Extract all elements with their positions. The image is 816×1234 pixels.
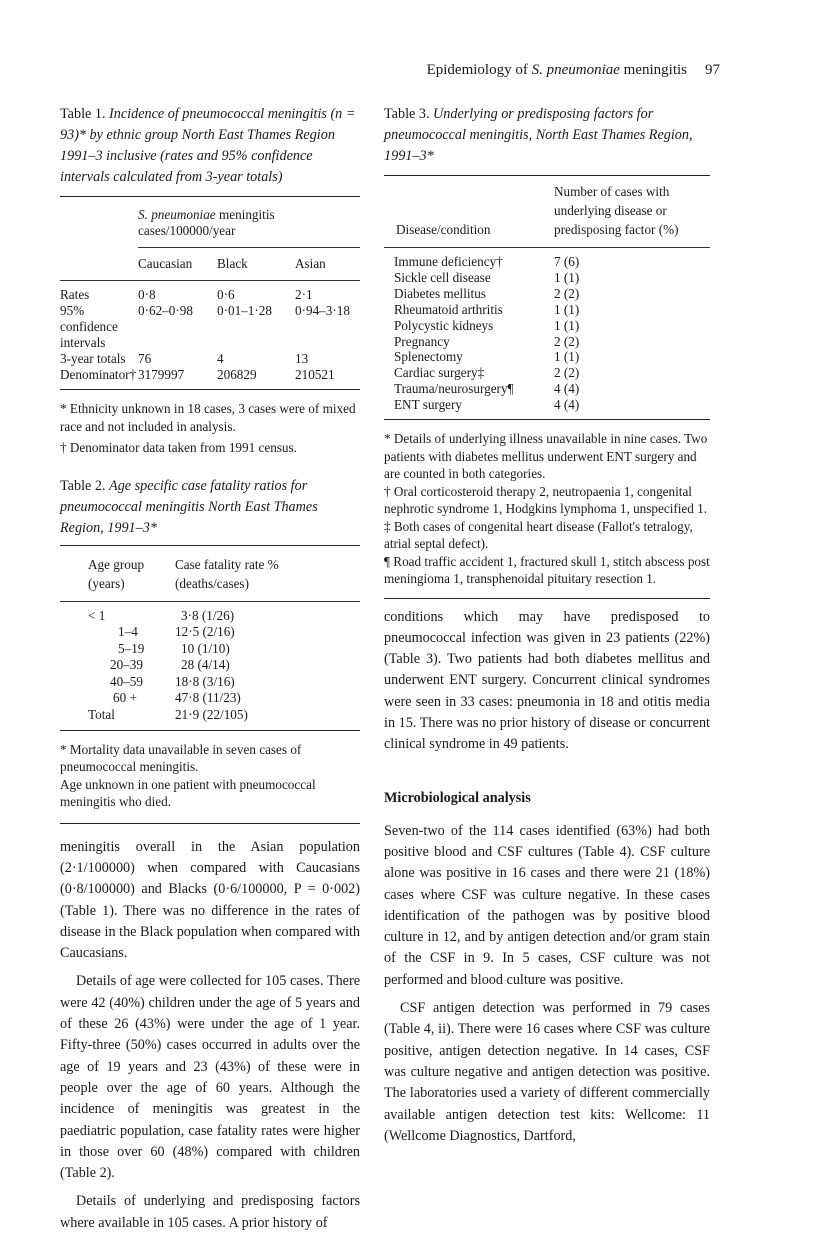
table-cell: Sickle cell disease [394, 269, 491, 285]
table-cell: 4 [217, 351, 224, 366]
table-cell: 28 (4/14) [181, 657, 230, 673]
table2-footnote: Age unknown in one patient with pneumococcal meningitis who died. [60, 776, 316, 810]
table1-footnote: * Ethnicity unknown in 18 cases, 3 cases were of mixed race and not included in analysis. [60, 401, 356, 434]
table-row [60, 367, 360, 383]
table1-header-row [60, 256, 360, 280]
table1-caption: Table 1. Incidence of pneumococcal meningitis (n = 93)* by ethnic group North East Thames Region 1991–3 inclusive (rates and 95% confidence intervals calculated from 3-year totals) [60, 106, 356, 185]
table-row [60, 624, 360, 641]
table-row [384, 365, 710, 381]
table-cell: Cardiac surgery‡ [394, 365, 485, 381]
table-cell: 60 + [113, 690, 137, 706]
table-row [60, 351, 360, 367]
body-paragraph: Seven-two of the 114 cases identified (63%) had both positive blood and CSF cultures (Table 4). CSF culture alone was positive in 16 cases and there were 21 (18%) cases where CSF was culture negative. In these cases identification of the pathogen was by positive blood culture in 12, and by antigen detection and/or gram stain of the CSF in 9. In 5 cases, CSF culture was not performed and blood culture was positive. [384, 822, 710, 988]
table-row [60, 707, 360, 724]
table-cell: 76 [138, 351, 152, 366]
table-cell: 18·8 (3/16) [175, 673, 235, 689]
table-cell: 0·8 [138, 287, 156, 302]
table-cell: 1–4 [118, 624, 138, 640]
table-cell: Total [88, 707, 115, 723]
table-cell: 2 (2) [554, 285, 580, 301]
table3-footnote: ¶ Road traffic accident 1, fractured skull 1, stitch abscess post meningioma 1, transphenoidal pituitary resection 1. [384, 553, 710, 587]
table-cell: 4 (4) [554, 397, 580, 413]
table3-col-header: Number of cases with underlying disease or predisposing factor (%) [554, 184, 679, 237]
table-cell: Rheumatoid arthritis [394, 301, 503, 317]
table-cell: 40–59 [110, 673, 143, 689]
table-row [60, 674, 360, 691]
row-label: Denominator† [60, 367, 137, 382]
table-row [384, 381, 710, 397]
table2-col-header: Age group (years) [88, 556, 145, 591]
table-cell: Diabetes mellitus [394, 285, 486, 301]
table-cell: 7 (6) [554, 254, 580, 269]
table-cell: 13 [295, 351, 309, 366]
table-cell: Splenectomy [394, 349, 463, 365]
table-cell: 2·1 [295, 287, 313, 302]
table1-group-header: S. pneumoniae meningitis cases/100000/year [138, 207, 275, 238]
row-label: 95% confidence intervals [60, 303, 118, 350]
table-cell: 3·8 (1/26) [181, 607, 235, 623]
table-cell: 1 (1) [554, 317, 580, 333]
table-row [60, 641, 360, 658]
row-label: Rates [60, 287, 90, 302]
page-number: 97 [705, 62, 720, 78]
running-head [400, 62, 720, 79]
table-row [60, 303, 360, 351]
table1-col-header: Caucasian [138, 256, 193, 271]
table-row [60, 608, 360, 625]
table3 [384, 182, 710, 413]
table-cell: 4 (4) [554, 381, 580, 397]
table2-footnote: * Mortality data unavailable in seven cases of pneumococcal meningitis. [60, 741, 302, 775]
table2-header-row [60, 555, 360, 593]
table1 [60, 256, 360, 383]
table-cell: 0·6 [217, 287, 235, 302]
body-paragraph: conditions which may have predisposed to pneumococcal infection was given in 23 patients (22%) (Table 3). Two patients had both diabetes mellitus and underwent ENT surgery. Concurrent clinical syndromes were seen in 33 cases: pneumonia in 18 and otitis media in 15. There was no prior history of disease or concurrent clinical syndrome in 49 patients. [384, 608, 710, 753]
table-row [384, 302, 710, 318]
table2 [60, 555, 360, 724]
table-cell: Trauma/neurosurgery¶ [394, 381, 514, 397]
table-row [384, 254, 710, 270]
body-paragraph: CSF antigen detection was performed in 79 cases (Table 4, ii). There were 16 cases where CSF was culture positive, antigen detection negative. In 14 cases, CSF was culture negative and antigen detection was positive. The laboratories used a variety of different commercially available antigen detection test kits: Wellcome: 11 (Wellcome Diagnostics, Dartford, [384, 1000, 710, 1144]
table-cell: 1 (1) [554, 269, 580, 285]
table-row [384, 334, 710, 350]
table-cell: 206829 [217, 367, 257, 382]
table-cell: 1 (1) [554, 301, 580, 317]
table3-footnote: * Details of underlying illness unavailable in nine cases. Two patients with diabetes mellitus underwent ENT surgery and are counted in both categories. [384, 431, 708, 482]
table1-col-header: Asian [295, 256, 326, 271]
table2-caption: Table 2. Age specific case fatality ratios for pneumococcal meningitis North East Thames Region, 1991–3* [60, 477, 318, 536]
table2-col-header: Case fatality rate % (deaths/cases) [175, 556, 279, 591]
table-row [60, 287, 360, 303]
table-cell: 21·9 (22/105) [175, 707, 248, 723]
body-paragraph: Details of underlying and predisposing factors where available in 105 cases. A prior history of [60, 1193, 360, 1231]
table3-footnote: ‡ Both cases of congenital heart disease (Fallot's tetralogy, atrial septal defect). [384, 518, 693, 552]
table-cell: Polycystic kidneys [394, 317, 494, 333]
table-row [384, 349, 710, 365]
table-row [384, 397, 710, 413]
table-row [384, 318, 710, 334]
table-row [60, 690, 360, 707]
table-cell: 10 (1/10) [181, 640, 230, 656]
table-cell: 0·01–1·28 [217, 303, 272, 318]
table-row [384, 270, 710, 286]
table-cell: < 1 [88, 607, 106, 623]
row-label: 3-year totals [60, 351, 126, 366]
table-row [60, 657, 360, 674]
table-cell: 12·5 (2/16) [175, 624, 235, 640]
table-cell: 0·62–0·98 [138, 303, 193, 318]
section-heading: Microbiological analysis [384, 789, 531, 806]
table1-col-header: Black [217, 256, 248, 271]
table-cell: 47·8 (11/23) [175, 690, 241, 706]
table-cell: ENT surgery [394, 397, 463, 413]
table-cell: 1 (1) [554, 349, 580, 365]
table-cell: 3179997 [138, 367, 185, 382]
right-column [384, 104, 710, 1147]
table-cell: 210521 [295, 367, 335, 382]
left-column [60, 104, 360, 1234]
table-cell: Immune deficiency† [394, 254, 503, 269]
table-cell: Pregnancy [394, 333, 450, 349]
body-paragraph: meningitis overall in the Asian population (2·1/100000) when compared with Caucasians (0·8/100000) and Blacks (0·6/100000, P = 0·002) (Table 1). There was no difference in the rates of disease in the Black population when compared with Caucasians. [60, 838, 360, 962]
table1-footnote: † Denominator data taken from 1991 census. [60, 440, 297, 455]
table3-col-header: Disease/condition [396, 222, 491, 237]
running-head-title: Epidemiology of S. pneumoniae meningitis [426, 62, 687, 78]
table3-caption: Table 3. Underlying or predisposing factors for pneumococcal meningitis, North East Thames Region, 1991–3* [384, 106, 693, 164]
table3-footnote: † Oral corticosteroid therapy 2, neutropaenia 1, congenital nephrotic syndrome 1, Hodgkins lymphoma 1, unspecified 1. [384, 483, 708, 517]
table-cell: 2 (2) [554, 333, 580, 349]
table-cell: 0·94–3·18 [295, 303, 350, 318]
table3-header-row [384, 182, 710, 239]
table-cell: 20–39 [110, 657, 143, 673]
table-row [384, 286, 710, 302]
table-cell: 5–19 [118, 640, 145, 656]
body-paragraph: Details of age were collected for 105 cases. There were 42 (40%) children under the age of 5 years and of these 26 (43%) were under the age of 1 year. Fifty-three (50%) cases occurred in adults over the age of 19 years and 23 (43%) of these were in people over the age of 60 years. Although the incidence of meningitis was greatest in the paediatric population, case fatality rates were higher in those over 60 (48%) compared with children (Table 2). [60, 973, 360, 1182]
table-cell: 2 (2) [554, 365, 580, 381]
